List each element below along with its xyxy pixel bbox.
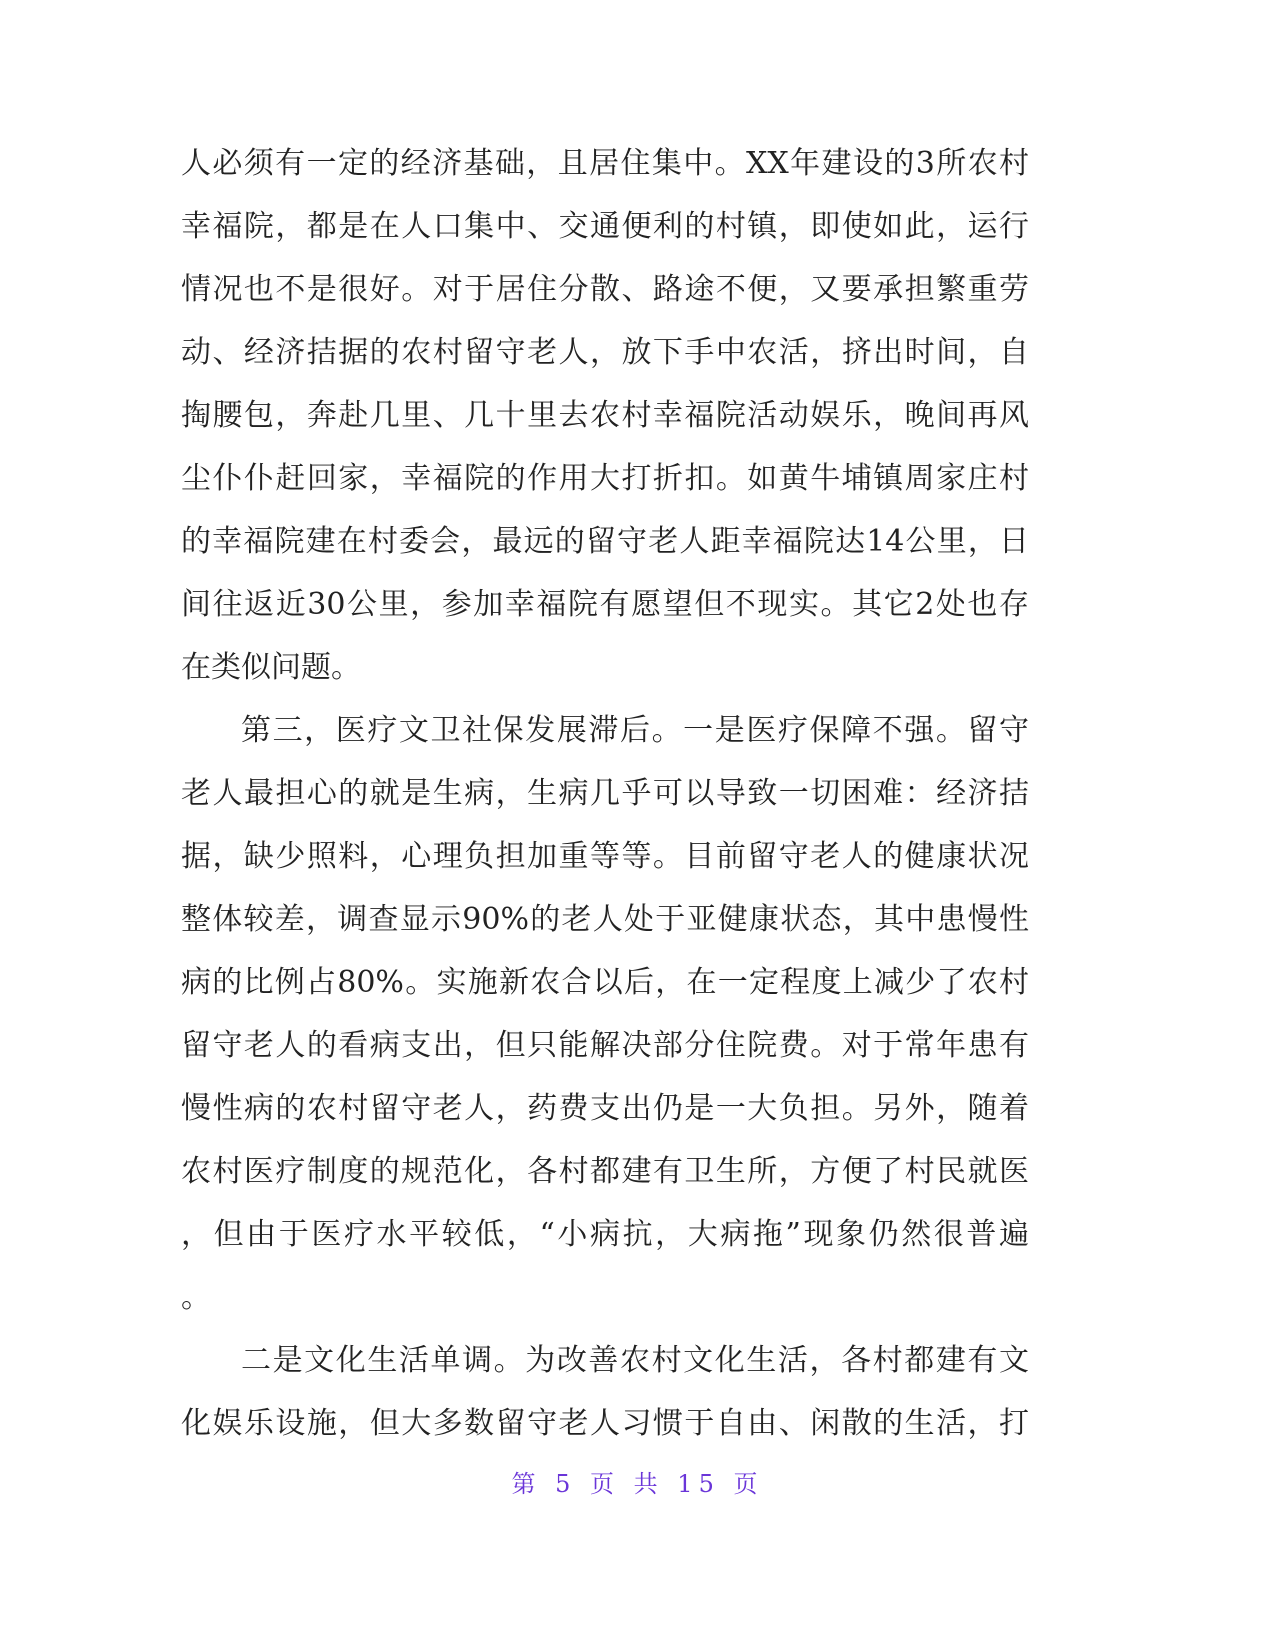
text-line: 间往返近30公里，参加幸福院有愿望但不现实。其它2处也存	[181, 587, 1029, 622]
text-line: 。	[181, 1280, 211, 1315]
text-line: 掏腰包，奔赴几里、几十里去农村幸福院活动娱乐，晚间再风	[181, 398, 1029, 433]
text-line: 在类似问题。	[181, 650, 361, 685]
text-line: 整体较差，调查显示90%的老人处于亚健康状态，其中患慢性	[181, 902, 1029, 937]
text-line: 动、经济拮据的农村留守老人，放下手中农活，挤出时间，自	[181, 335, 1029, 370]
text-line: 幸福院，都是在人口集中、交通便利的村镇，即使如此，运行	[181, 209, 1029, 244]
text-line: 情况也不是很好。对于居住分散、路途不便，又要承担繁重劳	[181, 272, 1029, 307]
text-line: 人必须有一定的经济基础，且居住集中。XX年建设的3所农村	[181, 146, 1029, 181]
text-line: 尘仆仆赶回家，幸福院的作用大打折扣。如黄牛埔镇周家庄村	[181, 461, 1029, 496]
text-line: 留守老人的看病支出，但只能解决部分住院费。对于常年患有	[181, 1028, 1029, 1063]
text-line: 化娱乐设施，但大多数留守老人习惯于自由、闲散的生活，打	[181, 1406, 1029, 1441]
page-number-footer: 第 5 页 共 15 页	[511, 1470, 764, 1498]
text-line: 病的比例占80%。实施新农合以后，在一定程度上减少了农村	[181, 965, 1029, 1000]
text-line: 老人最担心的就是生病，生病几乎可以导致一切困难：经济拮	[181, 776, 1029, 811]
text-line: ，但由于医疗水平较低，“小病抗，大病拖”现象仍然很普遍	[181, 1217, 1029, 1252]
text-line: 据，缺少照料，心理负担加重等等。目前留守老人的健康状况	[181, 839, 1029, 874]
text-line: 的幸福院建在村委会，最远的留守老人距幸福院达14公里，日	[181, 524, 1029, 559]
paragraph-start-line: 二是文化生活单调。为改善农村文化生活，各村都建有文	[241, 1343, 1029, 1378]
text-line: 慢性病的农村留守老人，药费支出仍是一大负担。另外，随着	[181, 1091, 1029, 1126]
document-body	[181, 132, 1029, 1455]
text-line: 农村医疗制度的规范化，各村都建有卫生所，方便了村民就医	[181, 1154, 1029, 1189]
paragraph-start-line: 第三，医疗文卫社保发展滞后。一是医疗保障不强。留守	[241, 713, 1029, 748]
